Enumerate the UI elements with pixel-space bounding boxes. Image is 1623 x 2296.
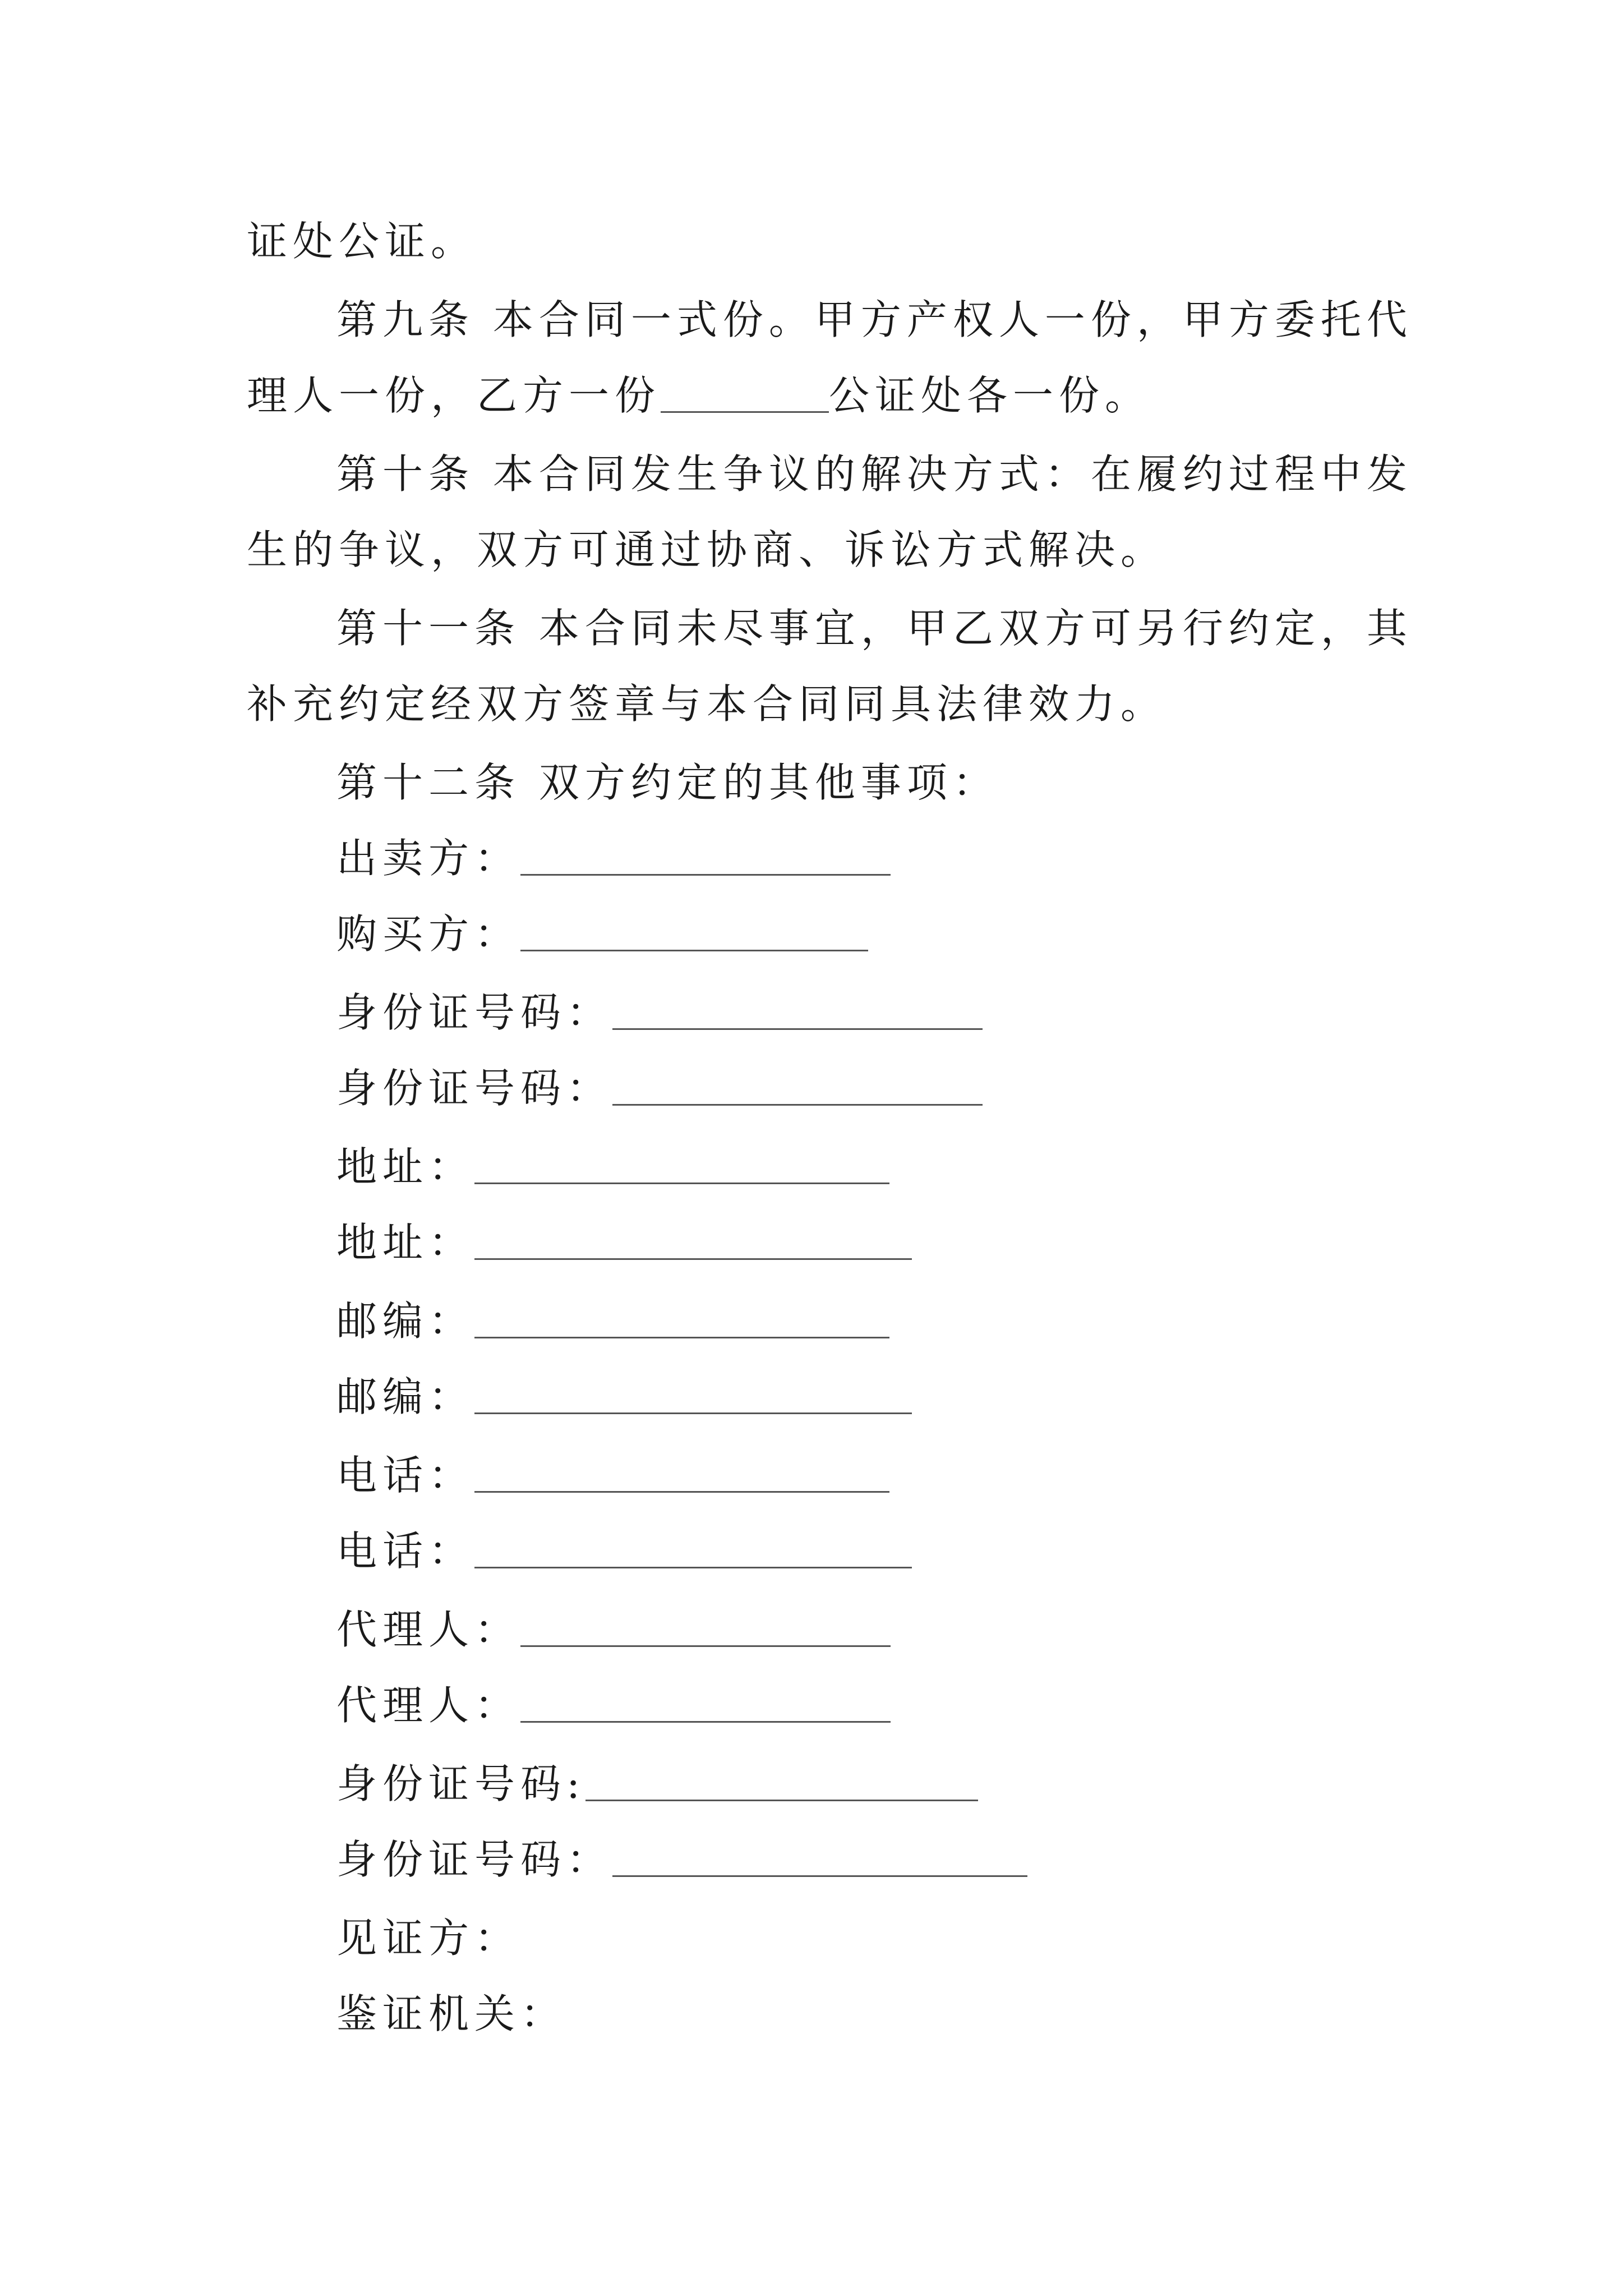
signature-field-notary-authority [336,1986,1481,2042]
paragraph-text: 公证处各一份。 [829,372,1151,419]
field-label: 身份证号码: [336,1760,586,1807]
paragraph-text: 生的争议，双方可通过协商、诉讼方式解决。 [247,526,1167,573]
field-blank[interactable] [520,1602,891,1647]
field-blank[interactable] [520,906,868,951]
field-label: 邮编： [336,1297,475,1345]
signature-field-witness [336,1910,1481,1966]
signature-field-phone [336,1523,1481,1579]
article-10-line-2 [247,522,1391,578]
field-blank[interactable] [474,1293,889,1338]
signature-field-buyer [336,906,1481,962]
paragraph-text: 补充约定经双方签章与本合同同具法律效力。 [247,680,1167,728]
field-label: 代理人： [336,1606,521,1653]
article-11-line-1 [336,600,1481,656]
signature-field-id-number [336,1756,1481,1812]
field-label: 身份证号码： [336,1836,613,1883]
field-blank[interactable] [612,984,983,1030]
field-label: 电话： [336,1452,475,1499]
article-9-line-2 [247,367,1391,424]
field-label: 代理人： [336,1682,521,1729]
field-blank[interactable] [474,1523,912,1568]
signature-field-address [336,1214,1481,1271]
signature-field-seller [336,830,1481,886]
signature-field-postcode [336,1369,1481,1425]
field-label: 鉴证机关： [336,1990,567,2037]
paragraph-text: 第九条 本合同一式份。甲方产权人一份，甲方委托代 [336,296,1413,343]
signature-field-id-number [336,1832,1481,1888]
field-label: 地址： [336,1219,475,1266]
field-label: 电话： [336,1527,475,1575]
field-blank[interactable] [612,1832,1027,1877]
signature-field-phone [336,1447,1481,1503]
paragraph-tail [247,213,1391,269]
signature-field-agent [336,1602,1481,1658]
signature-field-address [336,1139,1481,1195]
field-blank[interactable] [474,1139,889,1184]
fill-blank[interactable] [661,367,829,413]
paragraph-text: 第十条 本合同发生争议的解决方式：在履约过程中发 [336,450,1413,498]
field-label: 邮编： [336,1373,475,1420]
field-blank[interactable] [612,1060,983,1106]
field-label: 见证方： [336,1915,521,1962]
field-blank[interactable] [474,1447,889,1493]
article-10-line-1 [336,446,1481,502]
signature-field-id-number [336,1060,1481,1116]
field-label: 购买方： [336,910,521,958]
paragraph-text: 证处公证。 [247,218,477,265]
signature-field-id-number [336,984,1481,1041]
paragraph-text: 第十一条 本合同未尽事宜，甲乙双方可另行约定，其 [336,605,1413,652]
field-blank[interactable] [474,1369,912,1414]
paragraph-text: 第十二条 双方约定的其他事项： [336,759,999,806]
field-label: 地址： [336,1143,475,1190]
field-label: 身份证号码： [336,989,613,1036]
field-blank[interactable] [520,1677,891,1723]
field-label: 身份证号码： [336,1065,613,1112]
paragraph-text: 理人一份，乙方一份 [247,372,661,419]
field-blank[interactable] [474,1214,912,1260]
field-blank[interactable] [585,1756,978,1801]
field-label: 出卖方： [336,835,521,882]
field-blank[interactable] [520,830,891,876]
signature-field-agent [336,1677,1481,1733]
article-11-line-2 [247,676,1391,732]
article-12 [336,754,1481,811]
signature-field-postcode [336,1293,1481,1349]
article-9-line-1 [336,292,1481,348]
